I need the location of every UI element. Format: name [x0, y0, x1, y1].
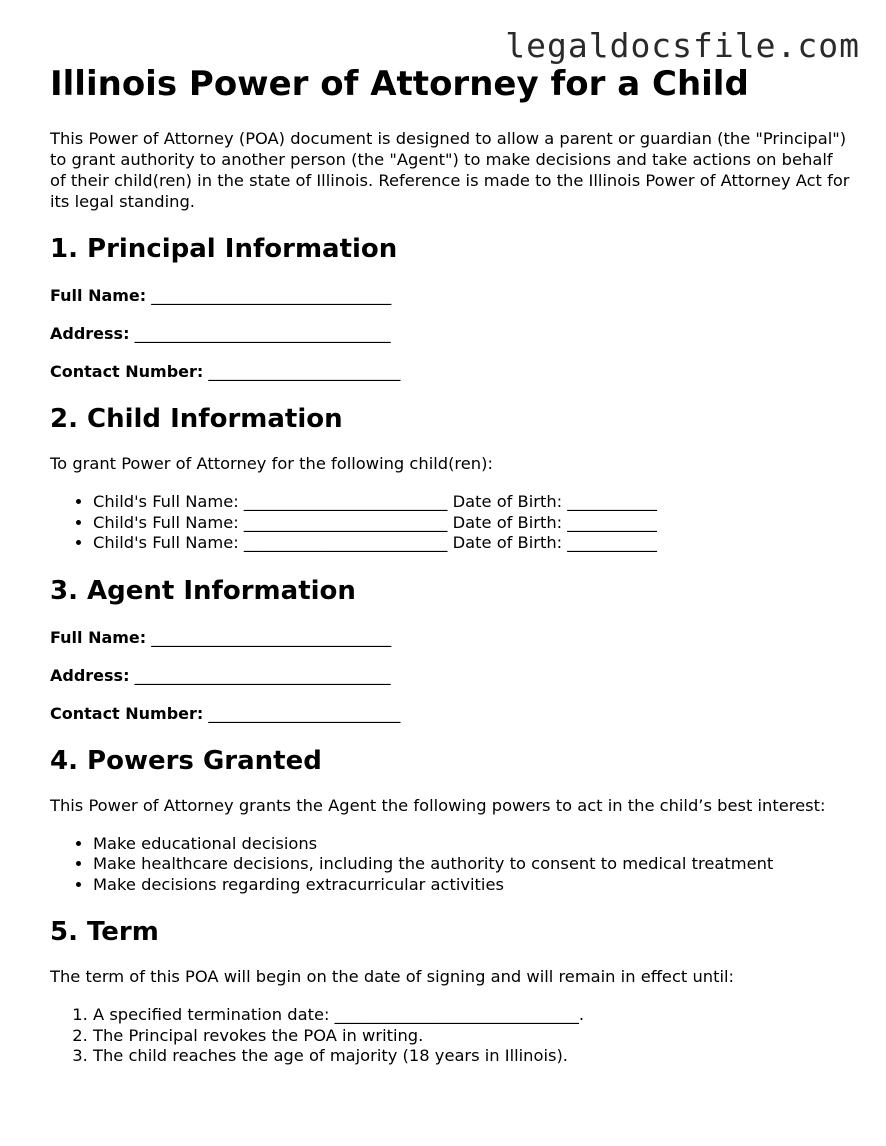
agent-address-label: Address: [50, 665, 130, 685]
intro-paragraph: This Power of Attorney (POA) document is designed to allow a parent or guardian (the "Principal") to grant authority to another person (the "Agent") to make decisions and take actions on behalf of their child(ren) in the state of Illinois. Reference is made to the Illinois Power of Attorney Act for its legal standing. [50, 129, 850, 211]
principal-section [50, 233, 850, 382]
list-item[interactable]: 1. A specified termination date: ______________________________. [93, 1005, 850, 1026]
term-list [50, 1005, 850, 1067]
list-item: • Make healthcare decisions, including the authority to consent to medical treatment [93, 854, 850, 875]
list-item: 3. The child reaches the age of majority (18 years in Illinois). [93, 1046, 850, 1067]
powers-section [50, 745, 850, 896]
principal-contact-label: Contact Number: [50, 362, 204, 381]
term-heading: 5. Term [50, 917, 159, 947]
list-item[interactable]: • Child's Full Name: _________________________ Date of Birth: ___________ [93, 533, 850, 554]
principal-full-name-label: Full Name: [50, 286, 147, 305]
term-intro-text: The term of this POA will begin on the date of signing and will remain in effect until: [50, 967, 735, 986]
child-intro-text: To grant Power of Attorney for the following child(ren): [50, 454, 493, 473]
powers-heading: 4. Powers Granted [50, 745, 322, 776]
list-item[interactable]: • Child's Full Name: _________________________ Date of Birth: ___________ [93, 513, 850, 534]
agent-address-line[interactable]: ________________________________ [134, 665, 391, 685]
child-list [50, 492, 850, 554]
principal-full-name-field[interactable] [50, 286, 850, 306]
list-item: 2. The Principal revokes the POA in writing. [93, 1026, 850, 1047]
principal-heading: 1. Principal Information [50, 234, 398, 264]
agent-contact-line[interactable]: ________________________ [208, 703, 401, 723]
principal-address-label: Address: [50, 324, 130, 343]
agent-full-name-field[interactable] [50, 628, 850, 648]
powers-list [50, 834, 850, 896]
list-item: • Make educational decisions [93, 834, 850, 855]
principal-contact-line[interactable]: ________________________ [208, 362, 401, 381]
agent-section [50, 575, 850, 724]
child-heading: 2. Child Information [50, 404, 343, 434]
agent-contact-label: Contact Number: [50, 703, 204, 723]
list-item[interactable]: • Child's Full Name: _________________________ Date of Birth: ___________ [93, 492, 850, 513]
principal-address-line[interactable]: ________________________________ [134, 324, 391, 343]
agent-full-name-line[interactable]: ______________________________ [151, 627, 392, 647]
principal-address-field[interactable] [50, 324, 850, 344]
agent-full-name-label: Full Name: [50, 627, 147, 647]
child-section [50, 403, 850, 554]
principal-contact-field[interactable] [50, 362, 850, 382]
list-item: • Make decisions regarding extracurricular activities [93, 875, 850, 896]
agent-address-field[interactable] [50, 666, 850, 686]
principal-full-name-line[interactable]: ______________________________ [151, 286, 392, 305]
watermark: legaldocsfile.com [505, 26, 860, 65]
document-page [50, 64, 850, 1067]
powers-intro-text: This Power of Attorney grants the Agent the following powers to act in the child’s best interest: [50, 795, 826, 815]
term-section [50, 916, 850, 1067]
agent-heading: 3. Agent Information [50, 575, 356, 606]
agent-contact-field[interactable] [50, 704, 850, 724]
document-title: Illinois Power of Attorney for a Child [50, 64, 749, 104]
